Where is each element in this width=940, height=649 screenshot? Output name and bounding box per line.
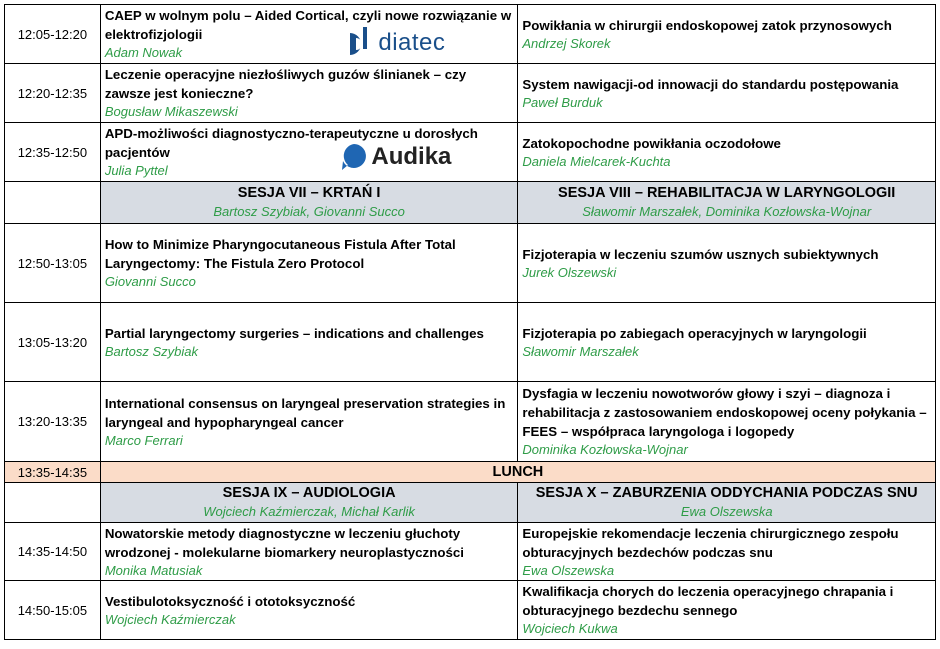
lunch-time: 13:35-14:35: [5, 462, 101, 483]
session-title: SESJA VII – KRTAŃ I: [237, 185, 381, 201]
time-slot: 12:05-12:20: [5, 5, 101, 64]
lecture-cell: [100, 64, 518, 123]
lecture-title: Zatokopochodne powikłania oczodołowe: [522, 135, 781, 151]
lecture-cell: [100, 123, 518, 182]
lunch-row: [5, 462, 936, 483]
lecture-cell: [518, 64, 936, 123]
lecture-speaker: Paweł Burduk: [522, 94, 603, 110]
session-header-row: [5, 483, 936, 523]
time-slot-empty: [5, 182, 101, 224]
time-slot: 13:20-13:35: [5, 382, 101, 462]
lecture-title: Leczenie operacyjne niezłośliwych guzów ślinianek – czy zawsze jest konieczne?: [104, 67, 467, 101]
lecture-speaker: Wojciech Kukwa: [522, 621, 618, 636]
lecture-speaker: Julia Pyttel: [104, 163, 168, 178]
session-title: SESJA IX – AUDIOLOGIA: [222, 485, 396, 501]
table-row: [5, 123, 936, 182]
lecture-speaker: Ewa Olszewska: [522, 562, 615, 578]
lunch-label: LUNCH: [100, 462, 935, 483]
time-slot: 12:50-13:05: [5, 224, 101, 303]
lecture-title: CAEP w wolnym polu – Aided Cortical, czyli nowe rozwiązanie w elektrofizjologii: [104, 8, 512, 42]
lecture-speaker: Bogusław Mikaszewski: [104, 104, 238, 119]
lecture-cell: [100, 303, 518, 382]
lecture-cell: [100, 382, 518, 462]
lecture-cell: [100, 523, 518, 581]
lecture-speaker: Wojciech Kaźmierczak: [104, 611, 236, 627]
time-slot: 14:50-15:05: [5, 581, 101, 640]
lecture-cell: [518, 224, 936, 303]
lecture-cell: [100, 5, 518, 64]
diatec-sponsor-logo: [346, 27, 445, 59]
session-chairs: Ewa Olszewska: [680, 504, 773, 519]
lecture-cell: [518, 5, 936, 64]
lecture-speaker: Giovanni Succo: [104, 274, 196, 289]
lecture-speaker: Adam Nowak: [104, 45, 183, 60]
lecture-cell: [518, 523, 936, 581]
lecture-title: Nowatorskie metody diagnostyczne w leczeniu głuchoty wrodzonej - molekularne biomarkery neuroplastyczności: [104, 525, 464, 560]
session-header-cell: [518, 483, 936, 523]
lecture-title: System nawigacji-od innowacji do standardu postępowania: [522, 76, 899, 92]
audika-sponsor-logo: [341, 143, 451, 171]
lecture-cell: [518, 581, 936, 640]
session-header-cell: [100, 483, 518, 523]
session-chairs: Bartosz Szybiak, Giovanni Succo: [213, 204, 405, 219]
diatec-logo-icon: [346, 27, 372, 59]
lecture-title: Fizjoterapia w leczeniu szumów usznych subiektywnych: [522, 246, 879, 262]
table-row: [5, 382, 936, 462]
table-row: [5, 303, 936, 382]
table-row: [5, 523, 936, 581]
lecture-title: Partial laryngectomy surgeries – indications and challenges: [104, 325, 484, 341]
lecture-title: Vestibulotoksyczność i ototoksyczność: [104, 593, 356, 609]
session-title: SESJA X – ZABURZENIA ODDYCHANIA PODCZAS SNU: [535, 485, 918, 501]
lecture-title: How to Minimize Pharyngocutaneous Fistula After Total Laryngectomy: The Fistula Zero Protocol: [104, 237, 456, 271]
session-header-cell: [518, 182, 936, 224]
lecture-title: APD-możliwości diagnostyczno-terapeutyczne u dorosłych pacjentów: [104, 126, 478, 160]
lecture-cell: [100, 224, 518, 303]
table-row: [5, 5, 936, 64]
lecture-title: International consensus on laryngeal preservation strategies in laryngeal and hypopharyngeal cancer: [104, 395, 506, 430]
session-header-cell: [100, 182, 518, 224]
time-slot: 14:35-14:50: [5, 523, 101, 581]
table-row: [5, 581, 936, 640]
lecture-speaker: Marco Ferrari: [104, 432, 183, 448]
lecture-title: Powikłania w chirurgii endoskopowej zatok przynosowych: [522, 17, 892, 33]
table-row: [5, 64, 936, 123]
lecture-speaker: Dominika Kozłowska-Wojnar: [522, 442, 688, 457]
lecture-cell: [518, 123, 936, 182]
lecture-speaker: Monika Matusiak: [104, 562, 203, 578]
time-slot: 12:20-12:35: [5, 64, 101, 123]
lecture-speaker: Andrzej Skorek: [522, 35, 611, 51]
time-slot: 12:35-12:50: [5, 123, 101, 182]
audika-logo-text: Audika: [371, 143, 452, 170]
diatec-logo-text: diatec: [378, 29, 446, 56]
lecture-cell: [518, 303, 936, 382]
session-chairs: Wojciech Kaźmierczak, Michał Karlik: [203, 504, 415, 519]
lecture-cell: [518, 382, 936, 462]
lecture-speaker: Bartosz Szybiak: [104, 343, 199, 359]
lecture-title: Fizjoterapia po zabiegach operacyjnych w laryngologii: [522, 325, 867, 341]
table-row: [5, 224, 936, 303]
session-title: SESJA VIII – REHABILITACJA W LARYNGOLOGII: [558, 185, 896, 201]
conference-schedule-table: [4, 4, 936, 640]
audika-logo-icon: [341, 143, 367, 171]
lecture-title: Kwalifikacja chorych do leczenia operacyjnego chrapania i obturacyjnego bezdechu sennego: [522, 584, 894, 618]
lecture-speaker: Daniela Mielcarek-Kuchta: [522, 153, 671, 169]
lecture-speaker: Sławomir Marszałek: [522, 343, 639, 359]
lecture-speaker: Jurek Olszewski: [522, 264, 617, 280]
lecture-title: Europejskie rekomendacje leczenia chirurgicznego zespołu obturacyjnych bezdechów podczas snu: [522, 525, 899, 560]
lecture-title: Dysfagia w leczeniu nowotworów głowy i szyi – diagnoza i rehabilitacja z zastosowaniem endoskopowej oceny połykania – FEES – współpraca laryngologa i logopedy: [522, 386, 927, 439]
session-header-row: [5, 182, 936, 224]
lecture-cell: [100, 581, 518, 640]
time-slot: 13:05-13:20: [5, 303, 101, 382]
time-slot-empty: [5, 483, 101, 523]
session-chairs: Sławomir Marszałek, Dominika Kozłowska-Wojnar: [582, 204, 872, 219]
